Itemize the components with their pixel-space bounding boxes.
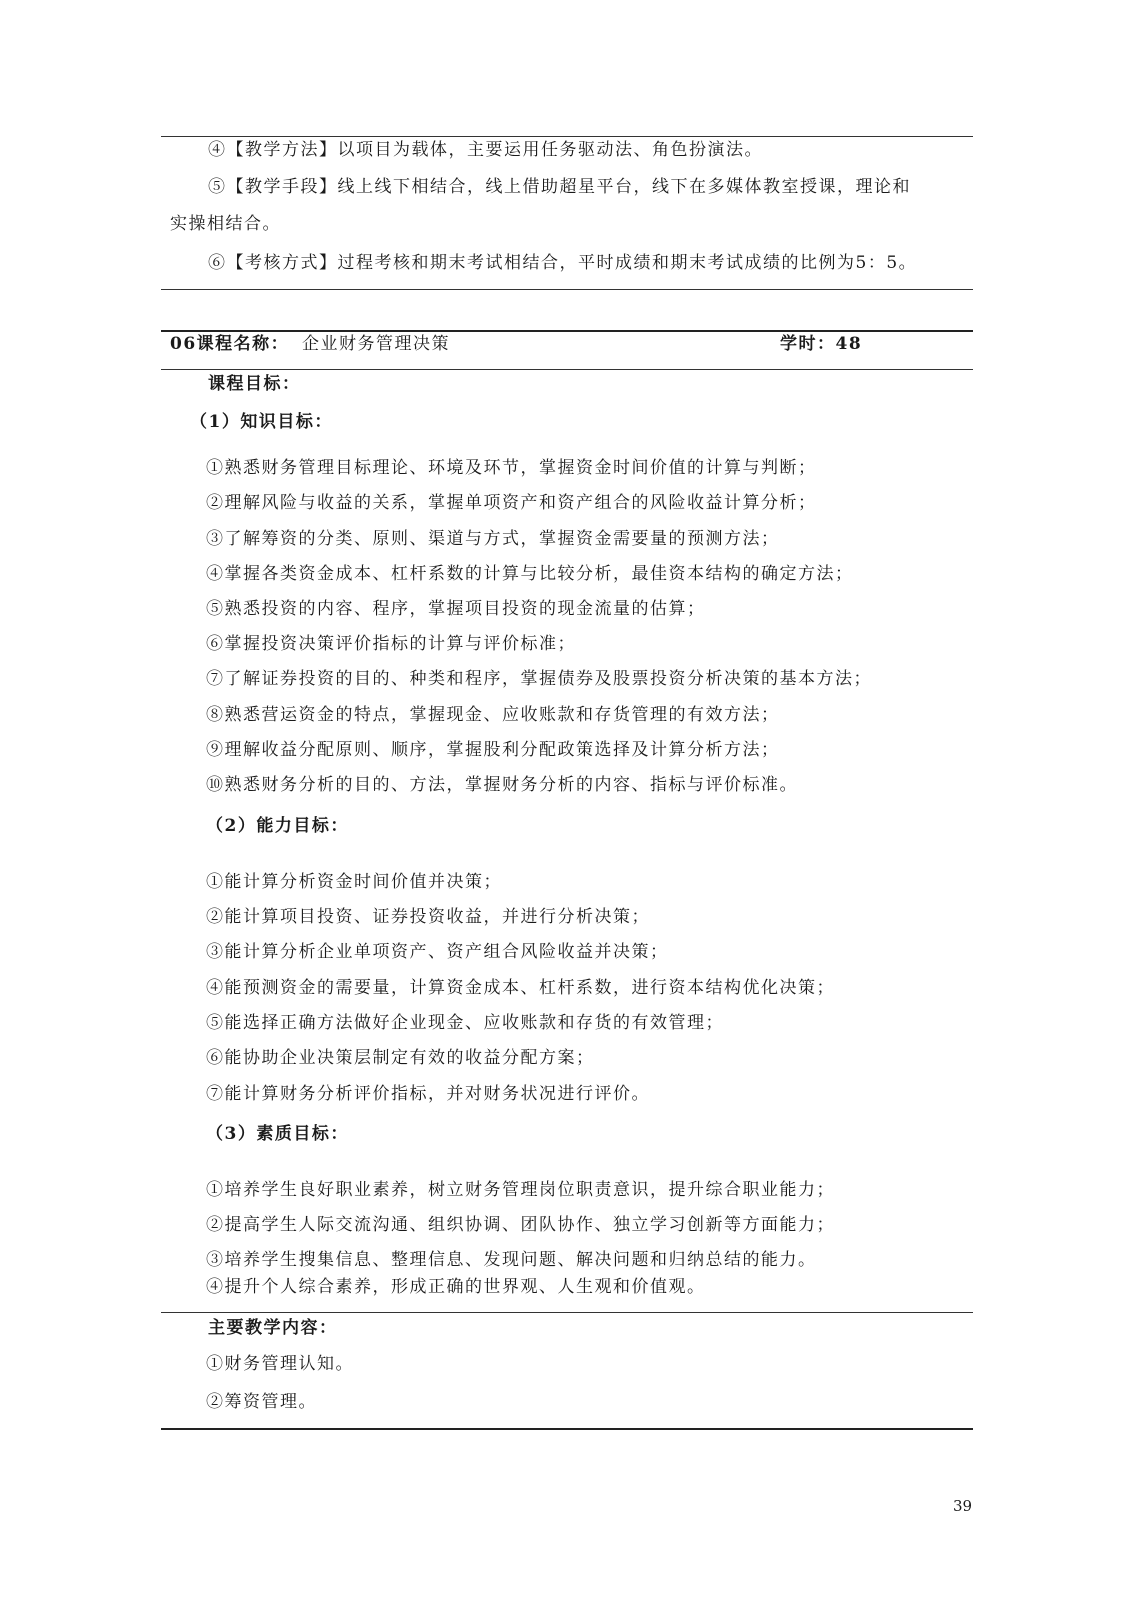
knowledge-item: ⑩熟悉财务分析的目的、方法，掌握财务分析的内容、指标与评价标准。 xyxy=(206,775,798,795)
knowledge-heading: （1）知识目标： xyxy=(190,412,333,432)
quality-item: ①培养学生良好职业素养，树立财务管理岗位职责意识，提升综合职业能力； xyxy=(206,1180,835,1200)
bottom-rule xyxy=(161,1428,973,1430)
teaching-means-line-1: ⑤【教学手段】线上线下相结合，线上借助超星平台，线下在多媒体教室授课，理论和 xyxy=(208,177,911,197)
content-item: ①财务管理认知。 xyxy=(206,1354,354,1374)
section-divider xyxy=(161,289,973,290)
knowledge-item: ③了解筹资的分类、原则、渠道与方式，掌握资金需要量的预测方法； xyxy=(206,529,780,549)
knowledge-item: ⑥掌握投资决策评价指标的计算与评价标准； xyxy=(206,634,576,654)
knowledge-item: ①熟悉财务管理目标理论、环境及环节，掌握资金时间价值的计算与判断； xyxy=(206,458,817,478)
ability-item: ⑦能计算财务分析评价指标，并对财务状况进行评价。 xyxy=(206,1084,650,1104)
quality-heading: （3）素质目标： xyxy=(206,1124,349,1144)
content-heading: 主要教学内容： xyxy=(208,1318,338,1338)
course-number-label: 06课程名称： xyxy=(170,334,290,354)
teaching-method-line: ④【教学方法】以项目为载体，主要运用任务驱动法、角色扮演法。 xyxy=(208,140,763,160)
teaching-means-line-2: 实操相结合。 xyxy=(170,214,281,234)
knowledge-item: ⑨理解收益分配原则、顺序，掌握股利分配政策选择及计算分析方法； xyxy=(206,740,780,760)
quality-item: ④提升个人综合素养，形成正确的世界观、人生观和价值观。 xyxy=(206,1277,706,1297)
knowledge-item: ⑧熟悉营运资金的特点，掌握现金、应收账款和存货管理的有效方法； xyxy=(206,705,780,725)
knowledge-item: ④掌握各类资金成本、杠杆系数的计算与比较分析，最佳资本结构的确定方法； xyxy=(206,564,854,584)
ability-item: ⑥能协助企业决策层制定有效的收益分配方案； xyxy=(206,1048,595,1068)
ability-heading: （2）能力目标： xyxy=(206,816,349,836)
quality-item: ③培养学生搜集信息、整理信息、发现问题、解决问题和归纳总结的能力。 xyxy=(206,1250,817,1270)
objectives-heading: 课程目标： xyxy=(208,374,301,394)
ability-item: ③能计算分析企业单项资产、资产组合风险收益并决策； xyxy=(206,942,669,962)
page-number: 39 xyxy=(953,1497,973,1515)
top-rule xyxy=(161,136,973,137)
ability-item: ②能计算项目投资、证券投资收益，并进行分析决策； xyxy=(206,907,650,927)
ability-item: ④能预测资金的需要量，计算资金成本、杠杆系数，进行资本结构优化决策； xyxy=(206,978,835,998)
quality-item: ②提高学生人际交流沟通、组织协调、团队协作、独立学习创新等方面能力； xyxy=(206,1215,835,1235)
content-divider xyxy=(161,1312,973,1313)
course-header-bottom-rule xyxy=(161,369,973,370)
content-item: ②筹资管理。 xyxy=(206,1392,317,1412)
course-hours: 学时：48 xyxy=(780,334,863,354)
ability-item: ①能计算分析资金时间价值并决策； xyxy=(206,872,502,892)
knowledge-item: ⑦了解证券投资的目的、种类和程序，掌握债券及股票投资分析决策的基本方法； xyxy=(206,669,872,689)
ability-item: ⑤能选择正确方法做好企业现金、应收账款和存货的有效管理； xyxy=(206,1013,724,1033)
knowledge-item: ⑤熟悉投资的内容、程序，掌握项目投资的现金流量的估算； xyxy=(206,599,706,619)
assessment-line: ⑥【考核方式】过程考核和期末考试相结合，平时成绩和期末考试成绩的比例为5：5。 xyxy=(208,253,918,273)
course-name: 企业财务管理决策 xyxy=(302,334,450,354)
knowledge-item: ②理解风险与收益的关系，掌握单项资产和资产组合的风险收益计算分析； xyxy=(206,493,817,513)
